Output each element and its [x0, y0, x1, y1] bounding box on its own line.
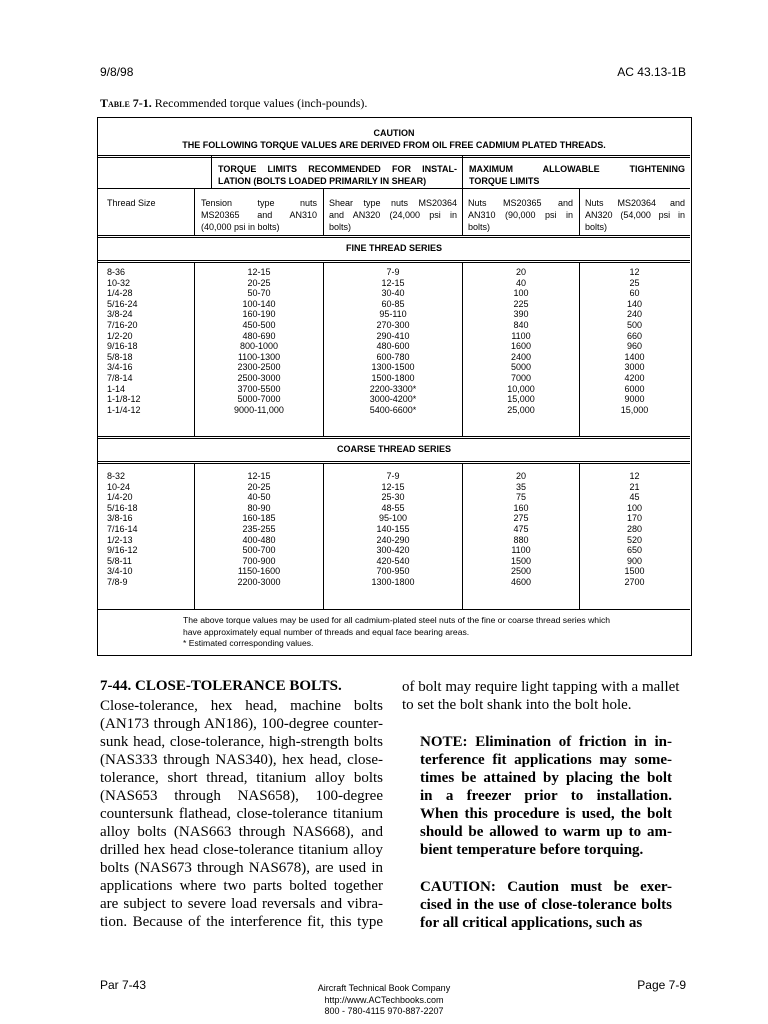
fine-cell: 10,000: [507, 383, 535, 394]
fine-cell: 225: [513, 298, 529, 309]
text-line: NOTE: Elimination of friction in in-: [420, 734, 672, 750]
section-left-paragraph: [100, 697, 383, 931]
vrule-group-left: [211, 156, 212, 189]
coarse-cell: 9/16-12: [107, 545, 138, 556]
rule-below-fine-title: [98, 260, 690, 261]
coarse-cell: 650: [626, 545, 643, 556]
fine-cell: 9000-11,000: [234, 404, 284, 415]
coarse-cell: 700-900: [242, 555, 276, 566]
footer-page: Page 7-9: [637, 978, 686, 992]
fine-cell: 5000-7000: [237, 394, 281, 405]
coarse-cell: 20: [515, 471, 526, 481]
fine-cell: 500: [626, 319, 643, 330]
vrule-hdr-4: [579, 188, 580, 236]
fine-cell: 10-32: [107, 277, 131, 288]
coarse-cell: 20-25: [247, 481, 271, 492]
text-line: for all critical applications, such as: [420, 915, 643, 931]
text-line: CAUTION: Caution must be exer-: [420, 879, 672, 895]
text-line: cised in the use of close-tolerance bolts: [420, 897, 672, 913]
group-right-line-1: MAXIMUM ALLOWABLE TIGHTENING: [469, 164, 685, 174]
fine-cell: 3/4-16: [107, 362, 133, 373]
text-line: in a freezer prior to installation.: [420, 788, 672, 804]
fine-cell: 25,000: [507, 404, 535, 415]
col-header-tension-line-2: MS20365 and AN310: [201, 210, 317, 220]
coarse-cell: 3/4-10: [107, 566, 133, 577]
coarse-cell: 420-540: [376, 555, 410, 566]
fine-cell: 1/4-28: [107, 288, 133, 299]
fine-cell: 7000: [510, 372, 532, 383]
col-header-shear: [329, 197, 457, 233]
col-header-max-shear-line-3: bolts): [585, 222, 608, 232]
fine-cell: 40: [515, 277, 526, 288]
text-line: of bolt may require light tapping with a mallet: [402, 679, 680, 695]
text-line: (NAS653 through NAS658), 100-degree: [100, 788, 383, 804]
text-line: should be allowed to warm up to am-: [420, 824, 672, 840]
fine-cell: 60-85: [381, 298, 405, 309]
fine-cell: 660: [626, 330, 643, 341]
coarse-cell: 1500: [624, 566, 645, 577]
coarse-cell: 45: [629, 492, 640, 503]
fine-cell: 5/16-24: [107, 298, 138, 309]
text-line: When this procedure is used, the bolt: [420, 806, 672, 822]
col-header-max-tension-line-1: Nuts MS20365 and: [468, 198, 573, 208]
fine-cell: 95-110: [379, 309, 407, 320]
fine-cell: 20: [515, 267, 526, 277]
fine-cell: 8-36: [107, 267, 126, 277]
caution-paragraph: [420, 878, 672, 932]
coarse-cell: 2200-3000: [237, 576, 281, 587]
coarse-cell: 280: [626, 523, 643, 534]
fine-cell: 5400-6600*: [369, 404, 417, 415]
torque-table: [97, 117, 692, 656]
fine-cell: 960: [626, 341, 643, 352]
caution-text: THE FOLLOWING TORQUE VALUES ARE DERIVED FROM OIL FREE CADMIUM PLATED THREADS.: [182, 140, 606, 150]
fine-cell: 3000: [624, 362, 645, 373]
fine-cell: 450-500: [242, 319, 276, 330]
coarse-cell: 1150-1600: [237, 566, 281, 577]
coarse-cell: 48-55: [381, 502, 405, 513]
coarse-cell: 2700: [624, 576, 645, 587]
table-caption: [100, 96, 367, 111]
col-header-tension-line-1: Tension type nuts: [201, 198, 317, 208]
footer-par: Par 7-43: [100, 978, 147, 992]
rule-below-fine-rows: [98, 436, 690, 437]
coarse-cell: 900: [626, 555, 643, 566]
text-line: bient temperature before torquing.: [420, 842, 644, 858]
table-caption-text: Recommended torque values (inch-pounds).: [151, 96, 368, 110]
fine-cell: 140: [626, 298, 643, 309]
coarse-cell: 21: [629, 481, 640, 492]
fine-cell: 160-190: [242, 309, 276, 320]
fine-cell: 2500-3000: [237, 372, 281, 383]
fine-cell: 1-1/4-12: [107, 404, 141, 415]
header-doc-id: AC 43.13-1B: [617, 65, 686, 79]
coarse-cell: 240-290: [376, 534, 410, 545]
fine-cell: 1500-1800: [371, 372, 415, 383]
rule-below-fine-rows-2: [98, 438, 690, 439]
coarse-cell: 1500: [510, 555, 532, 566]
table-caption-label: Table 7-1.: [100, 96, 152, 110]
coarse-cell: 475: [513, 523, 529, 534]
coarse-cell: 7-9: [386, 471, 400, 481]
fine-cell: 240: [626, 309, 643, 320]
fine-cell: 5/8-18: [107, 351, 133, 362]
fine-cell: 2300-2500: [237, 362, 281, 373]
fine-cell: 9/16-18: [107, 341, 138, 352]
coarse-thread-title: COARSE THREAD SERIES: [336, 444, 452, 454]
text-line: sunk head, close-tolerance, high-strength bolts: [100, 734, 383, 750]
col-header-max-shear-line-2: AN320 (54,000 psi in: [585, 210, 685, 220]
rule-below-coarse-title: [98, 461, 690, 462]
section-right-paragraph: [402, 678, 680, 714]
fine-cell: 480-690: [242, 330, 276, 341]
text-line: bolts (NAS673 through NAS678), are used in: [100, 860, 383, 876]
fine-cell: 9000: [624, 394, 645, 405]
coarse-cell: 8-32: [107, 471, 126, 481]
fine-cell: 5000: [510, 362, 532, 373]
rule-below-col-headers-2: [98, 237, 690, 238]
fine-cell: 7/16-20: [107, 319, 138, 330]
table-note-line-2: have approximately equal number of threads and equal face bearing areas.: [183, 626, 470, 637]
footer-phone: 800 - 780-4115 970-887-2207: [324, 1006, 444, 1016]
fine-cell: 6000: [624, 383, 645, 394]
fine-cell: 1100: [511, 330, 531, 341]
vrule-hdr-1: [194, 188, 195, 236]
rule-below-coarse-rows: [98, 609, 690, 610]
coarse-cell: 80-90: [247, 502, 271, 513]
fine-cell: 100: [513, 288, 529, 299]
text-line: (AN173 through AN186), 100-degree counter-: [100, 716, 383, 732]
text-line: (NAS333 through NAS340), hex head, close-: [100, 752, 383, 768]
fine-cell: 390: [513, 309, 529, 320]
section-title: 7-44. CLOSE-TOLERANCE BOLTS.: [100, 678, 342, 694]
col-header-shear-line-2: and AN320 (24,000 psi in: [329, 210, 457, 220]
fine-cell: 1400: [624, 351, 645, 362]
fine-thread-title: FINE THREAD SERIES: [345, 243, 442, 253]
text-line: Close-tolerance, hex head, machine bolts: [100, 698, 383, 714]
fine-cell: 1600: [510, 341, 532, 352]
coarse-cell: 40-50: [247, 492, 271, 503]
col-header-max-shear-line-1: Nuts MS20364 and: [585, 198, 685, 208]
fine-cell: 2200-3300*: [369, 383, 417, 394]
coarse-cell: 100: [626, 502, 643, 513]
fine-cell: 600-780: [376, 351, 410, 362]
fine-cell: 270-300: [376, 319, 410, 330]
text-line: times be attained by placing the bolt: [420, 770, 672, 786]
fine-cell: 3000-4200*: [369, 394, 417, 405]
coarse-cell: 520: [626, 534, 643, 545]
fine-cell: 800-1000: [239, 341, 279, 352]
fine-cell: 50-70: [247, 288, 271, 299]
rule-below-col-headers: [98, 235, 690, 236]
table-note-line-1: The above torque values may be used for all cadmium-plated steel nuts of the fine or coarse thread series which: [183, 615, 611, 625]
rule-below-coarse-title-2: [98, 463, 690, 464]
coarse-cell: 12-15: [247, 471, 271, 481]
group-left-line-1: TORQUE LIMITS RECOMMENDED FOR INSTAL-: [218, 164, 457, 174]
text-line: are subject to severe load reversals and vibra-: [100, 896, 383, 912]
text-line: drilled hex head close-tolerance titanium alloy: [100, 842, 383, 858]
col-header-max-shear: [585, 197, 685, 233]
coarse-cell: 5/8-11: [107, 555, 132, 566]
col-header-tension-line-3: (40,000 psi in bolts): [201, 222, 280, 232]
coarse-cell: 1100: [511, 545, 531, 556]
coarse-cell: 75: [515, 492, 526, 503]
coarse-cell: 235-255: [242, 523, 276, 534]
fine-cell: 1300-1500: [371, 362, 415, 373]
coarse-cell: 3/8-16: [107, 513, 133, 524]
coarse-cell: 880: [513, 534, 529, 545]
col-header-tension: [201, 197, 317, 233]
footer-publisher-block: [280, 983, 488, 1018]
fine-cell: 840: [513, 319, 529, 330]
coarse-cell: 10-24: [107, 481, 131, 492]
fine-cell: 25: [629, 277, 640, 288]
col-header-max-tension-line-3: bolts): [468, 222, 491, 232]
coarse-cell: 1/2-13: [107, 534, 133, 545]
text-line: to set the bolt shank into the bolt hole.: [402, 697, 632, 713]
coarse-cell: 4600: [510, 576, 532, 587]
fine-cell: 1/2-20: [107, 330, 133, 341]
fine-cell: 2400: [510, 351, 532, 362]
col-header-shear-line-3: bolts): [329, 222, 352, 232]
coarse-cell: 140-155: [376, 523, 410, 534]
rule-below-group: [98, 188, 690, 189]
coarse-cell: 35: [515, 481, 526, 492]
fine-cell: 15,000: [507, 394, 535, 405]
table-note-asterisk: * Estimated corresponding values.: [183, 638, 314, 648]
fine-cell: 12: [629, 267, 640, 277]
coarse-cell: 7/16-14: [107, 523, 138, 534]
fine-cell: 7-9: [386, 267, 400, 277]
fine-cell: 290-410: [376, 330, 410, 341]
fine-cell: 20-25: [247, 277, 271, 288]
fine-cell: 100-140: [242, 298, 276, 309]
coarse-cell: 1300-1800: [371, 576, 415, 587]
coarse-cell: 300-420: [376, 545, 410, 556]
coarse-cell: 700-950: [376, 566, 410, 577]
rule-below-fine-title-2: [98, 262, 690, 263]
fine-cell: 480-600: [376, 341, 410, 352]
coarse-cell: 275: [513, 513, 529, 524]
col-header-max-tension-line-2: AN310 (90,000 psi in: [468, 210, 573, 220]
fine-cell: 1-1/8-12: [107, 394, 141, 405]
vrule-hdr-2: [323, 188, 324, 236]
col-header-thread-size: Thread Size: [107, 198, 156, 208]
vrule-group-mid: [462, 156, 463, 189]
fine-cell: 12-15: [381, 277, 405, 288]
coarse-cell: 12-15: [381, 481, 405, 492]
footer-url[interactable]: http://www.ACTechbooks.com: [324, 994, 444, 1005]
fine-cell: 15,000: [620, 404, 649, 415]
vrule-hdr-3: [462, 188, 463, 236]
fine-cell: 1100-1300: [237, 351, 281, 362]
coarse-cell: 160: [513, 502, 529, 513]
fine-cell: 3/8-24: [107, 309, 133, 320]
text-line: tolerance, short thread, titanium alloy bolts: [100, 770, 383, 786]
coarse-cell: 1/4-20: [107, 492, 133, 503]
coarse-cell: 160-185: [242, 513, 276, 524]
coarse-cell: 170: [626, 513, 643, 524]
coarse-cell: 25-30: [381, 492, 405, 503]
text-line: tion. Because of the interference fit, this type: [100, 914, 383, 930]
text-line: countersunk flathead, close-tolerance titanium: [100, 806, 383, 822]
caution-title: CAUTION: [373, 128, 415, 138]
fine-cell: 7/8-14: [107, 372, 133, 383]
col-header-max-tension: [468, 197, 573, 233]
fine-cell: 1-14: [107, 383, 126, 394]
note-paragraph: [420, 733, 672, 859]
fine-cell: 12-15: [247, 267, 271, 277]
coarse-cell: 12: [629, 471, 640, 481]
coarse-cell: 5/16-18: [107, 502, 138, 513]
text-line: alloy bolts (NAS663 through NAS668), and: [100, 824, 383, 840]
text-line: terference fit applications may some-: [420, 752, 672, 768]
text-line: applications where two parts bolted together: [100, 878, 383, 894]
coarse-cell: 7/8-9: [107, 576, 128, 587]
fine-cell: 30-40: [381, 288, 405, 299]
coarse-cell: 500-700: [242, 545, 276, 556]
footer-publisher: Aircraft Technical Book Company: [317, 983, 451, 993]
col-header-shear-line-1: Shear type nuts MS20364: [329, 198, 457, 208]
header-date: 9/8/98: [100, 65, 134, 79]
fine-cell: 3700-5500: [237, 383, 281, 394]
coarse-cell: 400-480: [242, 534, 276, 545]
fine-cell: 60: [629, 288, 640, 299]
fine-cell: 4200: [624, 372, 645, 383]
group-right-line-2: TORQUE LIMITS: [469, 176, 540, 186]
group-left-line-2: LATION (BOLTS LOADED PRIMARILY IN SHEAR): [218, 176, 427, 186]
rule-below-caution-2: [98, 157, 690, 158]
coarse-cell: 95-100: [378, 513, 408, 524]
coarse-cell: 2500: [510, 566, 532, 577]
